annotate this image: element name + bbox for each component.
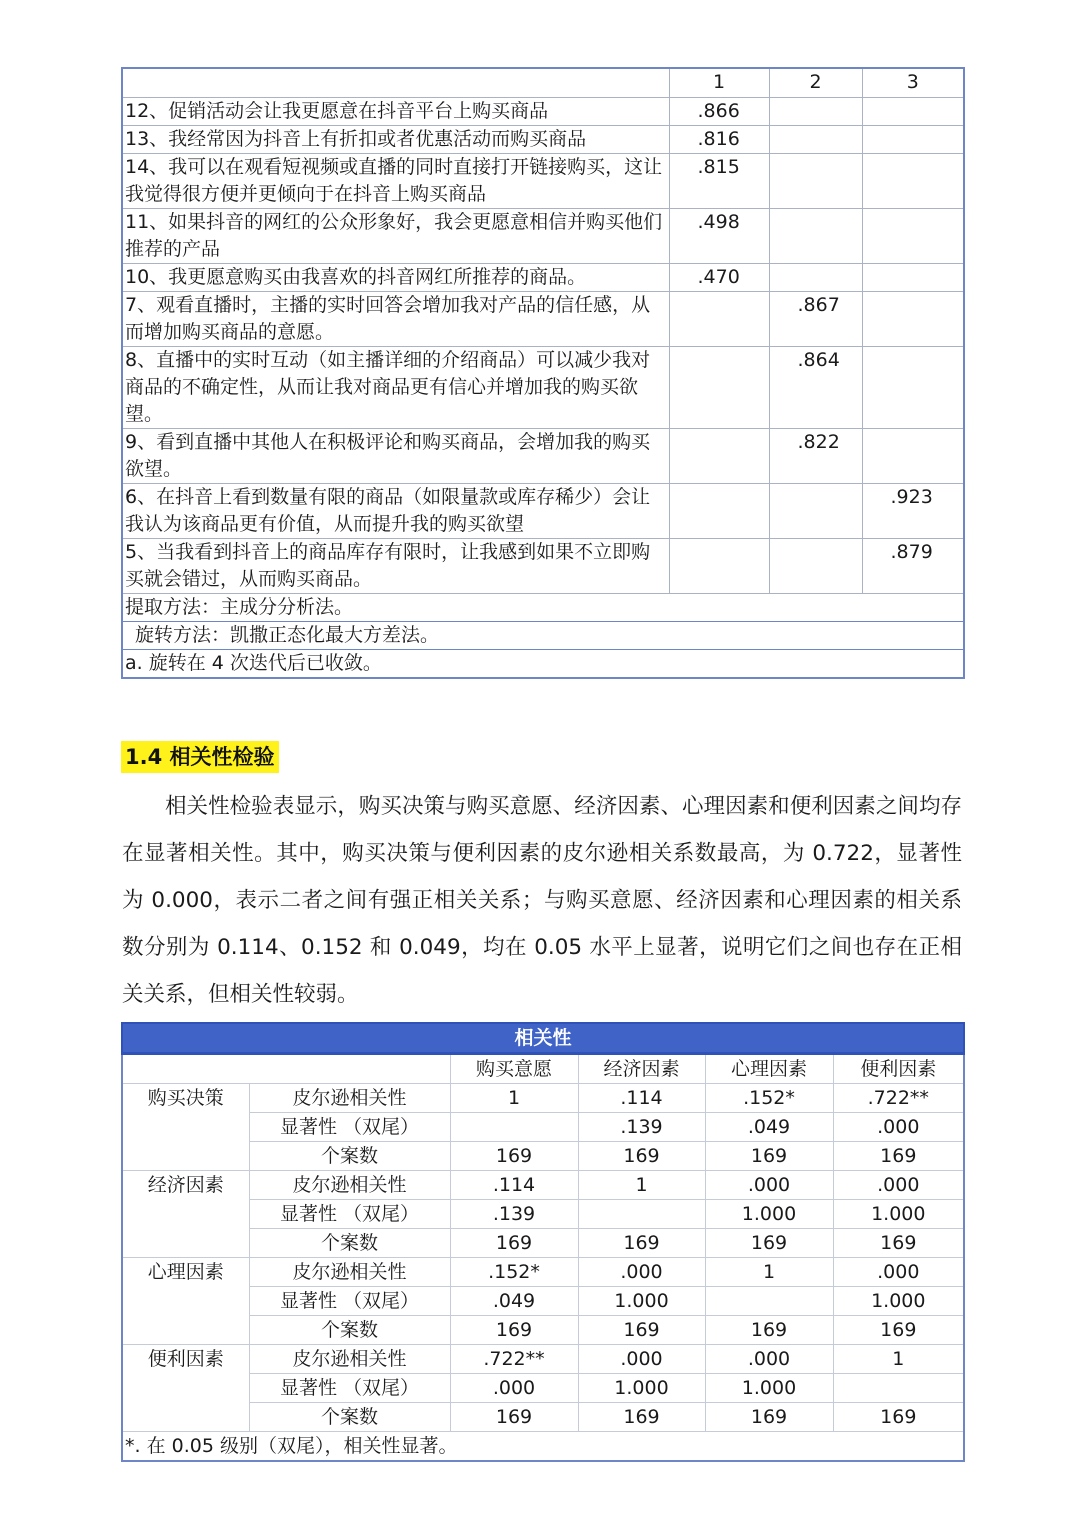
correlation-cell: .139 [578, 1113, 705, 1142]
correlation-cell: .722** [450, 1345, 578, 1374]
factor-loading-c3 [862, 429, 964, 484]
table-row [122, 1113, 964, 1142]
correlation-cell: 169 [833, 1229, 964, 1258]
correlation-cell: 169 [450, 1229, 578, 1258]
correlation-cell: 1 [578, 1171, 705, 1200]
correlation-group-label: 便利因素 [122, 1345, 249, 1432]
table-row [122, 154, 964, 209]
correlation-cell: 1.000 [705, 1200, 833, 1229]
correlation-cell [578, 1200, 705, 1229]
factor-note-row [122, 650, 964, 679]
factor-header-col-2: 2 [769, 68, 862, 98]
factor-loading-c3 [862, 154, 964, 209]
correlation-cell: 169 [578, 1142, 705, 1171]
table-row [122, 209, 964, 264]
factor-loading-c2: .867 [769, 292, 862, 347]
correlation-title: 相关性 [122, 1023, 964, 1054]
correlation-cell: 169 [450, 1403, 578, 1432]
table-row [122, 1287, 964, 1316]
correlation-cell: 1 [833, 1345, 964, 1374]
correlation-cell: 169 [833, 1403, 964, 1432]
factor-note: a. 旋转在 4 次迭代后已收敛。 [122, 650, 964, 679]
table-row [122, 347, 964, 429]
correlation-cell: 169 [450, 1316, 578, 1345]
correlation-cell: .049 [705, 1113, 833, 1142]
table-row [122, 1403, 964, 1432]
factor-header-item [122, 68, 669, 98]
factor-loading-c2: .864 [769, 347, 862, 429]
table-row [122, 539, 964, 594]
correlation-stat-label: 个案数 [249, 1142, 450, 1171]
factor-item-text: 9、看到直播中其他人在积极评论和购买商品，会增加我的购买欲望。 [122, 429, 669, 484]
correlation-stat-label: 显著性 （双尾） [249, 1287, 450, 1316]
correlation-cell: .000 [833, 1113, 964, 1142]
factor-loading-c3 [862, 126, 964, 154]
correlation-stat-label: 个案数 [249, 1229, 450, 1258]
correlation-cell: 169 [833, 1142, 964, 1171]
correlation-header-row [122, 1054, 964, 1084]
correlation-cell: 169 [578, 1316, 705, 1345]
factor-loading-table [121, 67, 965, 679]
factor-header-row [122, 68, 964, 98]
correlation-cell: .152* [450, 1258, 578, 1287]
factor-loading-c2 [769, 539, 862, 594]
correlation-stat-label: 个案数 [249, 1316, 450, 1345]
correlation-header-col: 经济因素 [578, 1054, 705, 1084]
correlation-cell: 1 [705, 1258, 833, 1287]
correlation-cell: .000 [833, 1258, 964, 1287]
correlation-cell: .000 [578, 1258, 705, 1287]
correlation-cell: .049 [450, 1287, 578, 1316]
correlation-cell: .139 [450, 1200, 578, 1229]
table-row [122, 429, 964, 484]
factor-loading-c3: .923 [862, 484, 964, 539]
correlation-cell: 1.000 [833, 1200, 964, 1229]
correlation-cell: 169 [578, 1403, 705, 1432]
correlation-cell: .000 [705, 1345, 833, 1374]
factor-loading-c1: .866 [669, 98, 769, 126]
factor-loading-c2 [769, 209, 862, 264]
factor-loading-c3 [862, 209, 964, 264]
factor-item-text: 10、我更愿意购买由我喜欢的抖音网红所推荐的商品。 [122, 264, 669, 292]
factor-loading-c1 [669, 429, 769, 484]
factor-loading-c1 [669, 292, 769, 347]
factor-item-text: 7、观看直播时，主播的实时回答会增加我对产品的信任感，从而增加购买商品的意愿。 [122, 292, 669, 347]
factor-item-text: 6、在抖音上看到数量有限的商品（如限量款或库存稀少）会让我认为该商品更有价值，从而提升我的购买欲望 [122, 484, 669, 539]
factor-loading-c2 [769, 154, 862, 209]
factor-loading-c1: .815 [669, 154, 769, 209]
factor-note-row [122, 594, 964, 622]
factor-loading-c3: .879 [862, 539, 964, 594]
table-row [122, 1374, 964, 1403]
factor-item-text: 12、促销活动会让我更愿意在抖音平台上购买商品 [122, 98, 669, 126]
factor-loading-c2 [769, 98, 862, 126]
factor-loading-c1: .498 [669, 209, 769, 264]
correlation-stat-label: 个案数 [249, 1403, 450, 1432]
correlation-cell: .114 [578, 1084, 705, 1113]
table-row [122, 292, 964, 347]
correlation-cell: 169 [705, 1316, 833, 1345]
correlation-group-label: 心理因素 [122, 1258, 249, 1345]
factor-loading-c3 [862, 264, 964, 292]
correlation-stat-label: 皮尔逊相关性 [249, 1258, 450, 1287]
table-row [122, 1171, 964, 1200]
table-row [122, 1142, 964, 1171]
correlation-cell: 1.000 [705, 1374, 833, 1403]
table-row [122, 126, 964, 154]
factor-loading-c2 [769, 264, 862, 292]
correlation-footnote: *. 在 0.05 级别（双尾），相关性显著。 [122, 1432, 964, 1462]
correlation-stat-label: 显著性 （双尾） [249, 1374, 450, 1403]
factor-loading-c1 [669, 484, 769, 539]
table-row [122, 484, 964, 539]
table-row [122, 1258, 964, 1287]
factor-loading-c2: .822 [769, 429, 862, 484]
factor-loading-c1 [669, 347, 769, 429]
correlation-cell: .000 [705, 1171, 833, 1200]
factor-item-text: 13、我经常因为抖音上有折扣或者优惠活动而购买商品 [122, 126, 669, 154]
correlation-group-label: 经济因素 [122, 1171, 249, 1258]
factor-loading-c3 [862, 98, 964, 126]
correlation-stat-label: 显著性 （双尾） [249, 1113, 450, 1142]
factor-note: 旋转方法：凯撒正态化最大方差法。 [122, 622, 964, 650]
table-row [122, 1345, 964, 1374]
correlation-cell: 1.000 [833, 1287, 964, 1316]
table-row [122, 1084, 964, 1113]
factor-loading-c1: .816 [669, 126, 769, 154]
table-row [122, 98, 964, 126]
factor-loading-c3 [862, 347, 964, 429]
correlation-stat-label: 显著性 （双尾） [249, 1200, 450, 1229]
factor-note-row [122, 622, 964, 650]
correlation-cell: 169 [450, 1142, 578, 1171]
correlation-footnote-row [122, 1432, 964, 1462]
correlation-cell: .722** [833, 1084, 964, 1113]
correlation-table [121, 1022, 965, 1462]
factor-header-col-1: 1 [669, 68, 769, 98]
correlation-cell: .114 [450, 1171, 578, 1200]
table-row [122, 1316, 964, 1345]
correlation-cell: 1.000 [578, 1287, 705, 1316]
correlation-cell: 169 [705, 1229, 833, 1258]
factor-header-col-3: 3 [862, 68, 964, 98]
correlation-cell: 169 [833, 1316, 964, 1345]
correlation-header-blank [122, 1054, 450, 1084]
table-row [122, 1229, 964, 1258]
correlation-cell: .152* [705, 1084, 833, 1113]
correlation-cell: .000 [578, 1345, 705, 1374]
section-heading: 1.4 相关性检验 [121, 741, 279, 773]
correlation-cell: .000 [450, 1374, 578, 1403]
factor-loading-c2 [769, 126, 862, 154]
correlation-header-col: 购买意愿 [450, 1054, 578, 1084]
factor-loading-c1: .470 [669, 264, 769, 292]
factor-note: 提取方法：主成分分析法。 [122, 594, 964, 622]
correlation-cell: 169 [578, 1229, 705, 1258]
correlation-cell [833, 1374, 964, 1403]
correlation-cell: 169 [705, 1142, 833, 1171]
table-row [122, 1200, 964, 1229]
correlation-header-col: 心理因素 [705, 1054, 833, 1084]
factor-loading-c3 [862, 292, 964, 347]
correlation-cell: .000 [833, 1171, 964, 1200]
factor-loading-c2 [769, 484, 862, 539]
correlation-header-col: 便利因素 [833, 1054, 964, 1084]
factor-item-text: 5、当我看到抖音上的商品库存有限时，让我感到如果不立即购买就会错过，从而购买商品。 [122, 539, 669, 594]
correlation-cell: 1 [450, 1084, 578, 1113]
factor-item-text: 8、直播中的实时互动（如主播详细的介绍商品）可以减少我对商品的不确定性，从而让我对商品更有信心并增加我的购买欲望。 [122, 347, 669, 429]
section-paragraph: 相关性检验表显示，购买决策与购买意愿、经济因素、心理因素和便利因素之间均存在显著相关性。其中，购买决策与便利因素的皮尔逊相关系数最高，为 0.722，显著性为 0.000，表示二者之间有强正相关关系；与购买意愿、经济因素和心理因素的相关系数分别为 0.114、0.152 和 0.049，均在 0.05 水平上显著，说明它们之间也存在正相关关系，但相关性较弱。 [122, 794, 962, 1007]
table-row [122, 264, 964, 292]
correlation-stat-label: 皮尔逊相关性 [249, 1345, 450, 1374]
factor-item-text: 14、我可以在观看短视频或直播的同时直接打开链接购买，这让我觉得很方便并更倾向于在抖音上购买商品 [122, 154, 669, 209]
correlation-cell [705, 1287, 833, 1316]
correlation-title-row [122, 1023, 964, 1054]
correlation-cell: 1.000 [578, 1374, 705, 1403]
correlation-cell: 169 [705, 1403, 833, 1432]
correlation-stat-label: 皮尔逊相关性 [249, 1171, 450, 1200]
factor-loading-c1 [669, 539, 769, 594]
correlation-group-label: 购买决策 [122, 1084, 249, 1171]
factor-item-text: 11、如果抖音的网红的公众形象好，我会更愿意相信并购买他们推荐的产品 [122, 209, 669, 264]
correlation-stat-label: 皮尔逊相关性 [249, 1084, 450, 1113]
correlation-cell [450, 1113, 578, 1142]
